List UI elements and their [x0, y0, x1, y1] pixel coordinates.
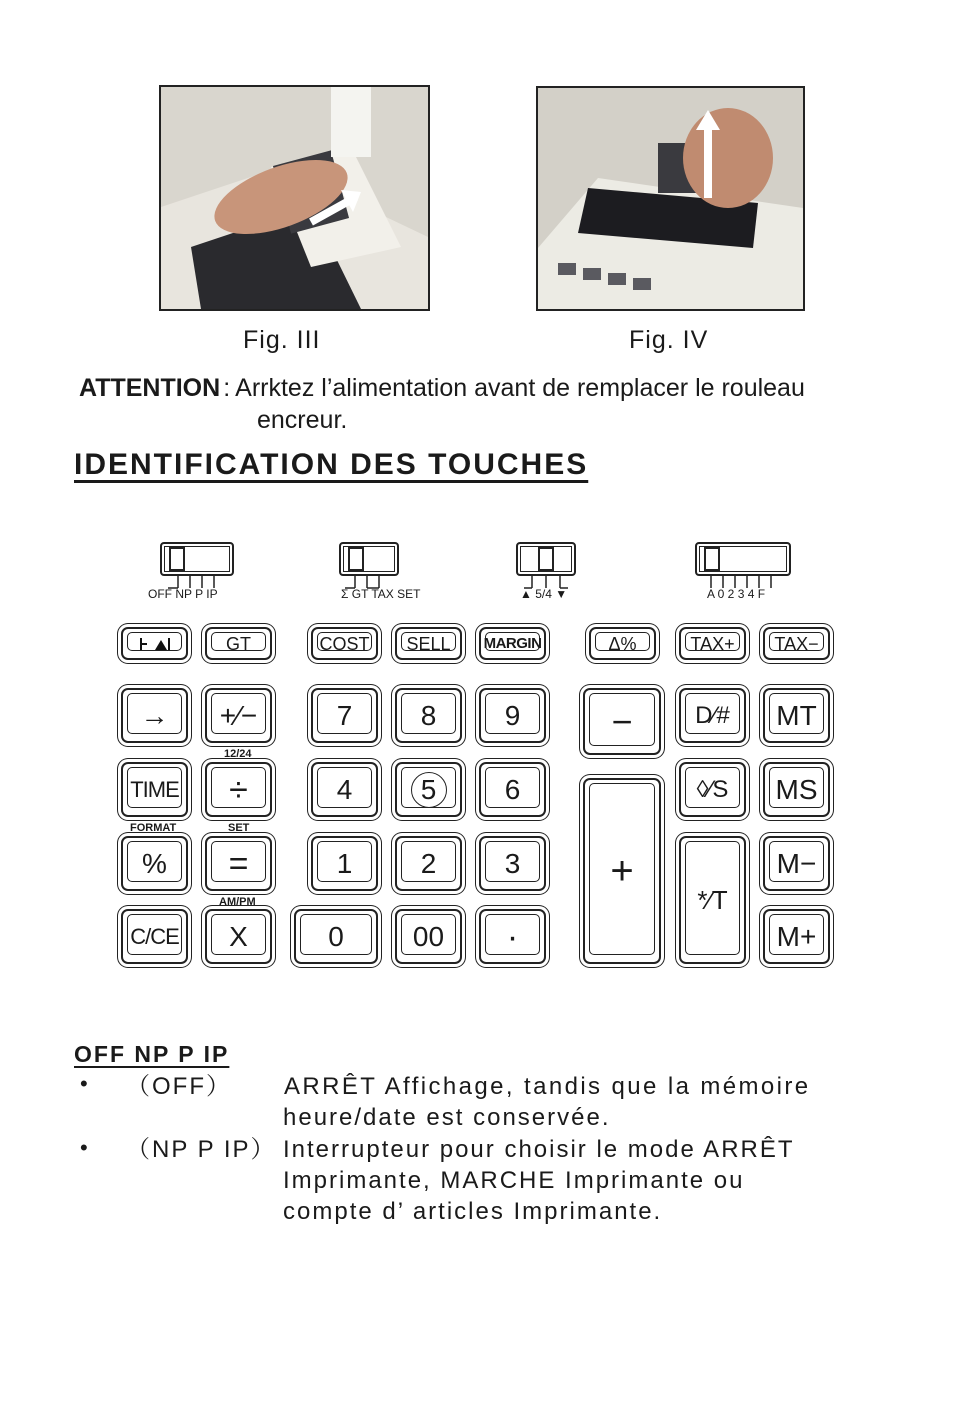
clear-key[interactable]: C/CE [121, 909, 188, 964]
gt-key[interactable]: GT [205, 627, 272, 660]
key-9[interactable]: 9 [479, 688, 546, 743]
item-1-line2: heure/date est conservée. [283, 1104, 611, 1131]
attention-label: ATTENTION [79, 374, 221, 402]
switch-rounding-label [520, 587, 567, 601]
sub-label-format: FORMAT [130, 822, 177, 834]
figure-4-photo [536, 86, 805, 311]
switch-print-mode-label: OFF NP P IP [148, 587, 218, 601]
arrow-key[interactable] [121, 688, 188, 743]
paper-feed-key[interactable] [121, 627, 188, 660]
item-2-line1: Interrupteur pour choisir le mode ARRÊT [283, 1136, 795, 1163]
attention-separator: : [223, 374, 231, 402]
key-1[interactable]: 1 [311, 836, 378, 891]
sell-key[interactable]: SELL [395, 627, 462, 660]
key-6[interactable]: 6 [479, 762, 546, 817]
figure-3-photo [159, 85, 430, 311]
divide-key[interactable]: ÷ [205, 762, 272, 817]
date-number-key[interactable]: D⁄# [679, 688, 746, 743]
key-3[interactable]: 3 [479, 836, 546, 891]
mt-key[interactable]: MT [763, 688, 830, 743]
attention-line2: encreur. [257, 406, 348, 434]
key-00[interactable]: 00 [395, 909, 462, 964]
figure-3-caption: Fig. III [243, 326, 321, 354]
star-t-key[interactable]: *⁄T [679, 836, 746, 964]
tax-plus-key[interactable]: TAX+ [679, 627, 746, 660]
item-2-term: （NP P IP） [126, 1136, 277, 1163]
key-0[interactable]: 0 [294, 909, 378, 964]
multiply-key[interactable]: X [205, 909, 272, 964]
item-2-line2: Imprimante, MARCHE Imprimante ou [283, 1167, 745, 1194]
margin-key[interactable]: MARGIN [479, 627, 546, 660]
cost-key[interactable]: COST [311, 627, 378, 660]
delta-percent-key[interactable]: Δ% [589, 627, 656, 660]
switch-gt-tax-text: GT TAX SET [348, 587, 421, 601]
sigma-icon: Σ [341, 587, 349, 601]
percent-key[interactable]: % [121, 836, 188, 891]
key-2[interactable]: 2 [395, 836, 462, 891]
m-minus-key[interactable]: M− [763, 836, 830, 891]
key-4[interactable]: 4 [311, 762, 378, 817]
switch-section-title: OFF NP P IP [74, 1041, 230, 1067]
time-key[interactable]: TIME [121, 762, 188, 817]
key-8[interactable]: 8 [395, 688, 462, 743]
switch-gt-tax-label [341, 587, 420, 601]
triangle-down-icon: ▼ [555, 587, 568, 601]
ms-key[interactable]: MS [763, 762, 830, 817]
diamond-s-key[interactable]: ◊⁄S [679, 762, 746, 817]
sub-label-ampm: AM/PM [219, 896, 256, 908]
paper-feed-icon [137, 635, 173, 653]
item-2-line3: compte d’ articles Imprimante. [283, 1198, 663, 1225]
equals-key[interactable]: = [205, 836, 272, 891]
item-1-term: （OFF） [126, 1073, 232, 1100]
decimal-point-key[interactable]: · [479, 909, 546, 964]
minus-key[interactable]: − [583, 688, 661, 755]
bullet-1: • [80, 1071, 88, 1096]
item-1-line1: ARRÊT Affichage, tandis que la mémoire [284, 1073, 811, 1100]
switch-rounding-text: 5/4 [531, 587, 556, 601]
plus-key[interactable]: + [583, 778, 661, 964]
arrow-right-icon: → [140, 699, 169, 731]
attention-note [79, 372, 805, 434]
sub-label-12-24: 12/24 [224, 748, 252, 760]
plus-minus-key[interactable]: +⁄− [205, 688, 272, 743]
bullet-2: • [80, 1135, 88, 1160]
figure-4-caption: Fig. IV [629, 326, 709, 354]
m-plus-key[interactable]: M+ [763, 909, 830, 964]
switch-decimal-label: A 0 2 3 4 F [707, 587, 766, 601]
key-7[interactable]: 7 [311, 688, 378, 743]
attention-line1: Arrktez l’alimentation avant de remplacer le rouleau [235, 374, 805, 402]
key-5[interactable]: 5 [395, 762, 462, 817]
sub-label-set: SET [228, 822, 250, 834]
tax-minus-key[interactable]: TAX− [763, 627, 830, 660]
triangle-up-icon: ▲ [520, 587, 532, 601]
section-title: IDENTIFICATION DES TOUCHES [74, 448, 589, 481]
